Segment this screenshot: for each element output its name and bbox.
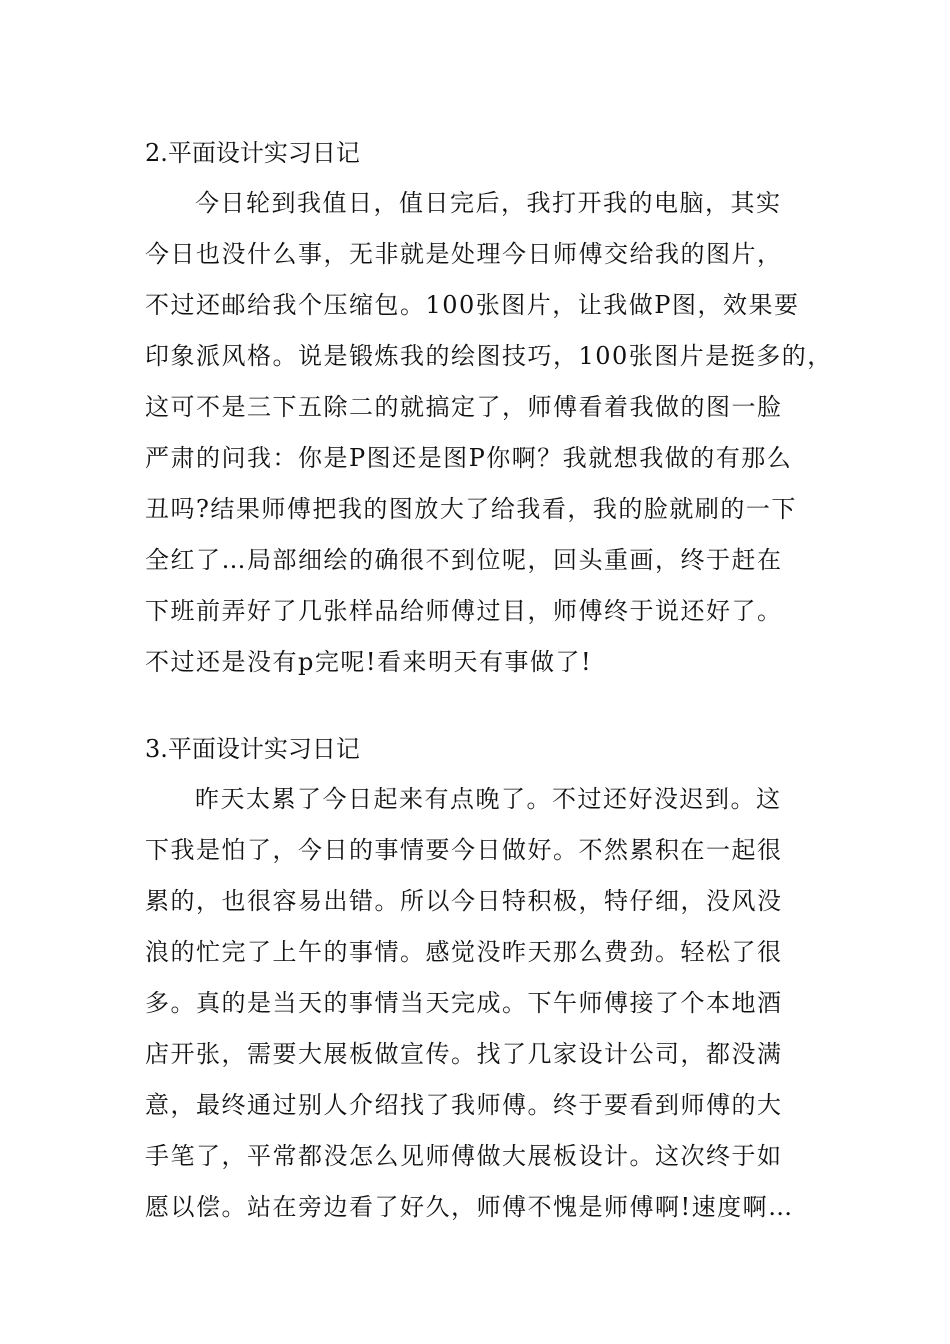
paragraph-line: 这可不是三下五除二的就搞定了，师傅看着我做的图一脸 (145, 393, 783, 421)
paragraph-line: 多。真的是当天的事情当天完成。下午师傅接了个本地酒 (145, 989, 783, 1017)
entry-heading: 2.平面设计实习日记 (145, 139, 360, 167)
paragraph-line: 印象派风格。说是锻炼我的绘图技巧，100张图片是挺多的， (145, 342, 833, 370)
paragraph-line: 店开张，需要大展板做宣传。找了几家设计公司，都没满 (145, 1040, 783, 1068)
paragraph-line: 浪的忙完了上午的事情。感觉没昨天那么费劲。轻松了很 (145, 938, 783, 966)
paragraph-line: 昨天太累了今日起来有点晚了。不过还好没迟到。这 (195, 785, 782, 813)
paragraph-line: 今日轮到我值日，值日完后，我打开我的电脑，其实 (195, 189, 782, 217)
paragraph-line: 严肃的问我：你是P图还是图P你啊？我就想我做的有那么 (145, 444, 793, 472)
paragraph-line: 今日也没什么事，无非就是处理今日师傅交给我的图片， (145, 240, 783, 268)
paragraph-line: 手笔了，平常都没怎么见师傅做大展板设计。这次终于如 (145, 1142, 783, 1170)
diary-entry-2 (145, 128, 833, 688)
diary-entry-3 (145, 724, 825, 1233)
paragraph-line: 下班前弄好了几张样品给师傅过目，师傅终于说还好了。 (145, 597, 783, 625)
entry-heading: 3.平面设计实习日记 (145, 735, 360, 763)
paragraph-line: 累的，也很容易出错。所以今日特积极，特仔细，没风没 (145, 887, 783, 915)
paragraph-line: 不过还邮给我个压缩包。100张图片，让我做P图，效果要 (145, 291, 800, 319)
paragraph-line: 不过还是没有p完呢!看来明天有事做了! (145, 648, 593, 676)
paragraph-line: 意，最终通过别人介绍找了我师傅。终于要看到师傅的大 (145, 1091, 783, 1119)
paragraph-line: 愿以偿。站在旁边看了好久，师傅不愧是师傅啊!速度啊… (145, 1193, 794, 1221)
paragraph-line: 全红了…局部细绘的确很不到位呢，回头重画，终于赶在 (145, 546, 783, 574)
paragraph-line: 丑吗?结果师傅把我的图放大了给我看，我的脸就刷的一下 (145, 495, 797, 523)
paragraph-line: 下我是怕了，今日的事情要今日做好。不然累积在一起很 (145, 836, 783, 864)
